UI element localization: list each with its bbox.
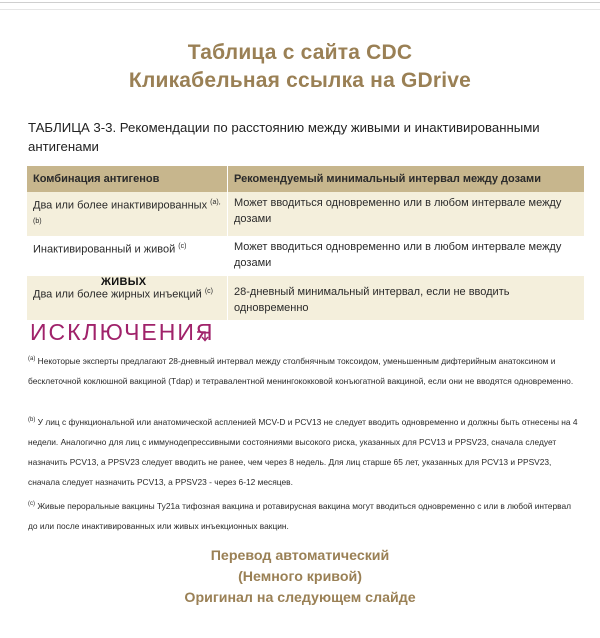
top-divider: [0, 2, 600, 3]
footnote-text: Живые пероральные вакцины Ty21a тифозная вакцина и ротавирусная вакцина могут вводиться одновременно с или в любой интервал до или после инактивированных или живых инъекционных вакцин.: [28, 500, 572, 531]
footer-note-original: Оригинал на следующем слайде: [184, 590, 416, 606]
combination-text: Инактивированный и живой: [33, 243, 176, 256]
footnote-a: [28, 349, 580, 391]
footer-note-translation: Перевод автоматический: [210, 548, 390, 564]
slide-title-line1: Таблица с сайта CDC: [187, 41, 413, 64]
antigen-interval-table: [27, 166, 584, 320]
column-header-interval: Рекомендуемый минимальный интервал между дозами: [228, 166, 585, 192]
footnote-marker: (b): [33, 217, 42, 225]
footnote-marker: (b): [28, 417, 36, 423]
table-cell-combination: [27, 192, 228, 236]
down-right-arrow-icon: [196, 330, 210, 342]
footnote-marker: (c): [178, 243, 187, 251]
slide-title-line2-gdrive-link[interactable]: Кликабельная ссылка на GDrive: [128, 69, 472, 92]
footnote-marker: (c): [28, 501, 35, 507]
column-header-combination: Комбинация антигенов: [27, 166, 228, 192]
table-cell-combination: [27, 236, 228, 276]
footnote-c: [28, 494, 580, 536]
table-cell-interval: 28-дневный минимальный интервал, если не вводить одновременно: [228, 276, 585, 320]
combination-text: Два или более жирных инъекций: [33, 288, 202, 301]
table-cell-interval: Может вводиться одновременно или в любом интервале между дозами: [228, 236, 585, 276]
footnote-marker: (c): [204, 288, 213, 296]
footnote-text: У лиц с функциональной или анатомической аспленией MCV-D и PCV13 не следует вводить одновременно и должны быть отнесены на 4 недели. Аналогично для лиц с иммунодепрессивными состояниями высокого риска, указанных для PCV13 и PPSV23, сначала следует назначить PCV13, а PPSV23 следует вводить не ранее, чем через 8 недель. Для лиц старше 65 лет, указанных для PCV13 и PPSV23, сначала следует назначить PCV13, а PPSV23 - через 6-12 месяцев.: [28, 416, 578, 487]
combination-text: Два или более инактивированных: [33, 199, 208, 212]
table-header-row: [27, 166, 584, 192]
footnote-marker: (a),: [210, 199, 221, 206]
footer-note-quality: (Немного кривой): [238, 569, 362, 585]
table-cell-interval: Может вводиться одновременно или в любом интервале между дозами: [228, 192, 585, 236]
table-row: [27, 236, 584, 276]
table-row: [27, 192, 584, 236]
correction-overlay-word: ЖИВЫХ: [101, 276, 147, 288]
exceptions-heading: ИСКЛЮЧЕНИЯ: [30, 319, 215, 345]
footnote-marker: (a): [28, 356, 36, 362]
footnote-text: Некоторые эксперты предлагают 28-дневный интервал между столбнячным токсоидом, уменьшенным дифтерийным анатоксином и бесклеточной коклюшной вакциной (Tdap) и тетравалентной менингококковой конъюгатной вакциной, если они не вводятся одновременно.: [28, 355, 574, 386]
table-caption: ТАБЛИЦА 3-3. Рекомендации по расстоянию между живыми и инактивированными антигенами: [28, 120, 540, 154]
footnote-b: [28, 410, 580, 492]
